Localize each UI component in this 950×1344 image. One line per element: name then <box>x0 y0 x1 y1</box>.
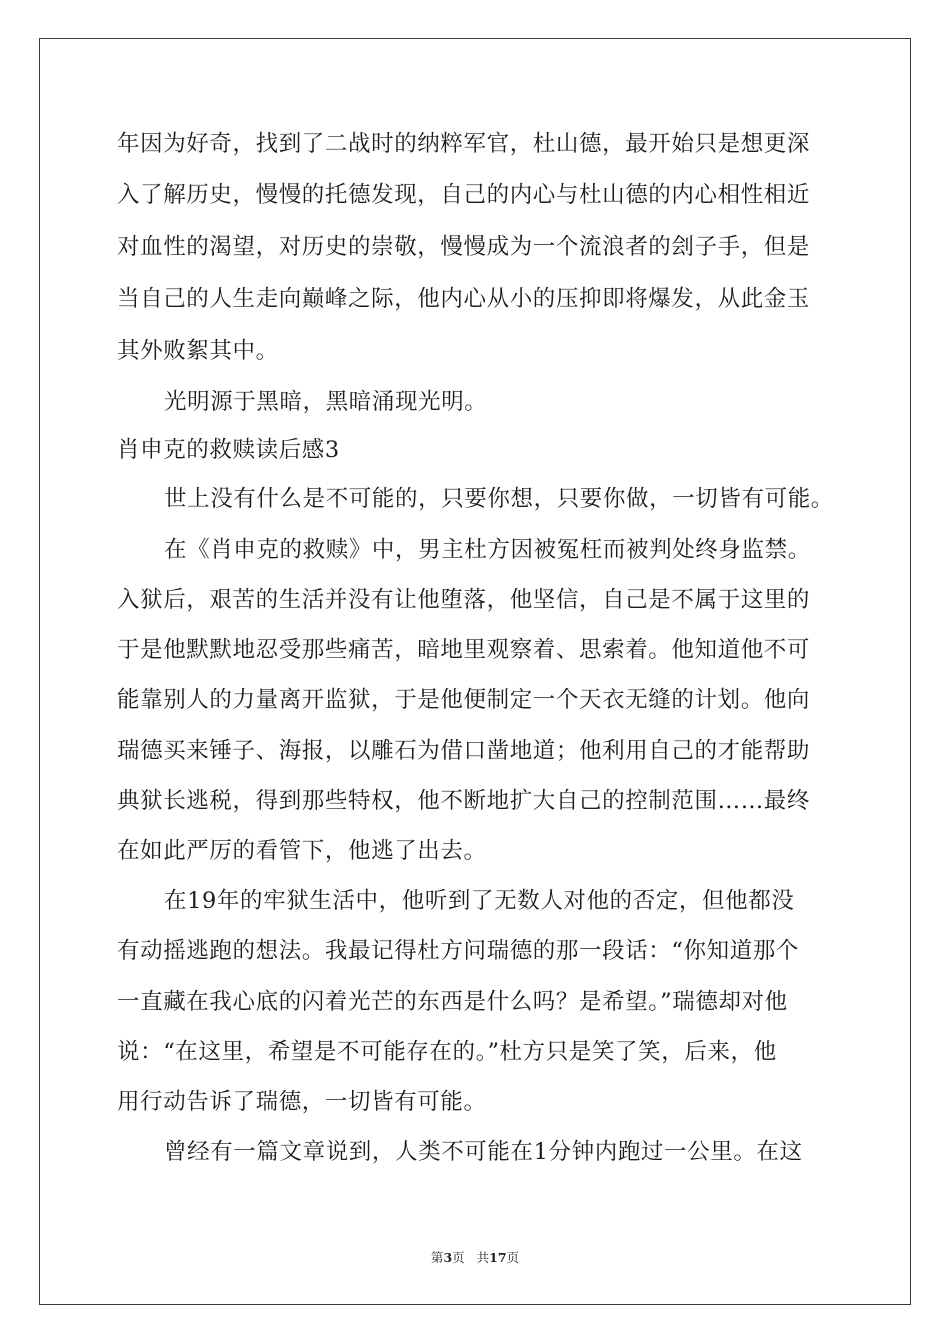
page-number: 3 <box>443 1250 453 1265</box>
text-line-2: 入了解历史，慢慢的托德发现，自己的内心与杜山德的内心相性相近 <box>117 182 811 208</box>
text-line-13: 瑞德买来锤子、海报，以雕石为借口凿地道；他利用自己的才能帮助 <box>117 738 811 764</box>
text-line-12: 能靠别人的力量离开监狱，于是他便制定一个天衣无缝的计划。他向 <box>117 687 811 713</box>
text-line-10: 入狱后，艰苦的生活并没有让他堕落，他坚信，自己是不属于这里的 <box>117 587 811 613</box>
total-indicator <box>477 1250 519 1265</box>
section-heading: 肖申克的救赎读后感3 <box>117 437 340 463</box>
page-suffix: 页 <box>452 1250 465 1265</box>
total-prefix: 共 <box>476 1250 490 1265</box>
text-line-17: 有动摇逃跑的想法。我最记得杜方问瑞德的那一段话：“你知道那个 <box>117 938 800 964</box>
text-line-16: 在19年的牢狱生活中，他听到了无数人对他的否定，但他都没 <box>164 888 795 914</box>
total-suffix: 页 <box>506 1250 520 1265</box>
text-line-9: 在《肖申克的救赎》中，男主杜方因被冤枉而被判处终身监禁。 <box>164 537 811 563</box>
page-indicator <box>431 1250 465 1265</box>
text-line-18: 一直藏在我心底的闪着光芒的东西是什么吗？是希望。”瑞德却对他 <box>117 989 788 1015</box>
text-line-20: 用行动告诉了瑞德，一切皆有可能。 <box>117 1089 487 1115</box>
text-line-21: 曾经有一篇文章说到，人类不可能在1分钟内跑过一公里。在这 <box>164 1139 803 1165</box>
text-line-6: 光明源于黑暗，黑暗涌现光明。 <box>164 389 488 415</box>
text-line-14: 典狱长逃税，得到那些特权，他不断地扩大自己的控制范围……最终 <box>117 788 811 814</box>
text-line-11: 于是他默默地忍受那些痛苦，暗地里观察着、思索着。他知道他不可 <box>117 637 811 663</box>
text-line-1: 年因为好奇，找到了二战时的纳粹军官，杜山德，最开始只是想更深 <box>117 131 811 157</box>
total-pages: 17 <box>489 1250 507 1265</box>
page-prefix: 第 <box>430 1250 444 1265</box>
text-line-15: 在如此严厉的看管下，他逃了出去。 <box>117 838 487 864</box>
text-line-19: 说：“在这里，希望是不可能存在的。”杜方只是笑了笑，后来，他 <box>117 1039 777 1065</box>
text-line-8: 世上没有什么是不可能的，只要你想，只要你做，一切皆有可能。 <box>164 486 834 512</box>
text-line-4: 当自己的人生走向巅峰之际，他内心从小的压抑即将爆发，从此金玉 <box>117 286 811 312</box>
text-line-5: 其外败絮其中。 <box>117 338 279 364</box>
page-footer <box>0 1250 950 1266</box>
text-line-3: 对血性的渴望，对历史的崇敬，慢慢成为一个流浪者的刽子手，但是 <box>117 234 811 260</box>
